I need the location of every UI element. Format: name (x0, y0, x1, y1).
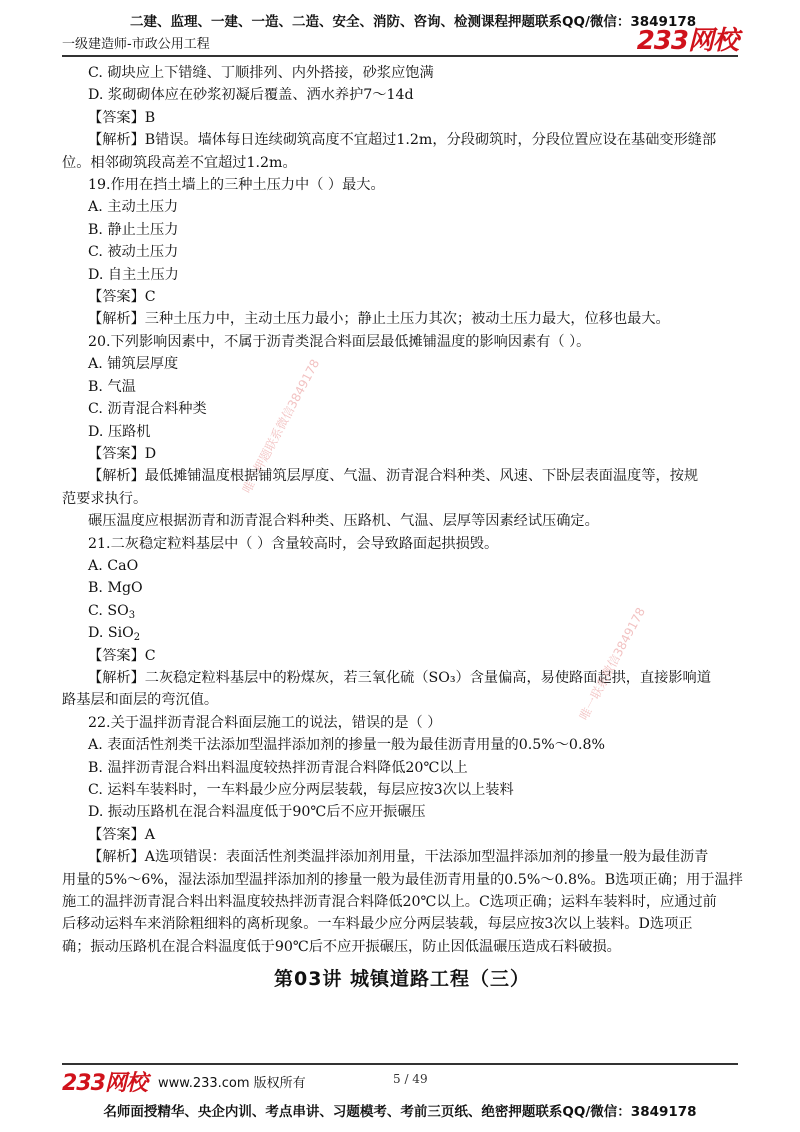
q22-analysis-cont-4: 确；振动压路机在混合料温度低于90℃后不应开振碾压，防止因低温碾压造成石料破损。 (62, 938, 621, 955)
q22-stem: 22.关于温拌沥青混合料面层施工的说法，错误的是（ ） (88, 714, 442, 731)
q22-analysis-cont-2: 施工的温拌沥青混合料出料温度较热拌沥青混合料降低20℃以上。C选项正确；运料车装料时，应通过前 (62, 894, 717, 911)
page-footer (0, 1060, 800, 1132)
q19-stem: 19.作用在挡土墙上的三种土压力中（ ）最大。 (88, 177, 385, 194)
q20-option-d: D. 压路机 (88, 423, 151, 440)
q20-stem: 20.下列影响因素中，不属于沥青类混合料面层最低摊铺温度的影响因素有（ ）。 (88, 333, 591, 350)
q21-option-b: B. MgO (88, 580, 143, 597)
q22-answer: 【答案】A (88, 826, 155, 843)
q18-answer: 【答案】B (88, 109, 156, 126)
footer-copyright: www.233.com 版权所有 (158, 1076, 306, 1091)
q20-option-c: C. 沥青混合料种类 (88, 401, 207, 418)
q22-analysis: 【解析】A选项错误：表面活性剂类温拌添加剂用量，干法添加型温拌添加剂的掺量一般为最佳沥青 (88, 849, 709, 866)
q20-analysis-cont: 范要求执行。 (62, 490, 148, 507)
q21-option-d-sub: 2 (133, 632, 141, 644)
q21-option-a: A. CaO (88, 557, 139, 574)
q21-stem: 21.二灰稳定粒料基层中（ ）含量较高时，会导致路面起拱损毁。 (88, 535, 499, 552)
q22-option-a: A. 表面活性剂类干法添加型温拌添加剂的掺量一般为最佳沥青用量的0.5%～0.8% (88, 737, 605, 754)
header-subject: 一级建造师-市政公用工程 (62, 37, 210, 52)
q19-option-d: D. 自主土压力 (88, 266, 179, 283)
q22-option-b: B. 温拌沥青混合料出料温度较热拌沥青混合料降低20℃以上 (88, 759, 468, 776)
header-logo: 233网校 (636, 26, 738, 56)
q21-option-c-text: C. SO (88, 602, 129, 619)
q22-option-d: D. 振动压路机在混合料温度低于90℃后不应开振碾压 (88, 804, 426, 821)
q20-analysis: 【解析】最低摊铺温度根据铺筑层厚度、气温、沥青混合料种类、风速、下卧层表面温度等，按规 (88, 468, 699, 485)
q21-answer: 【答案】C (88, 647, 156, 664)
header-promo-text: 二建、监理、一建、一造、二造、安全、消防、咨询、检测课程押题联系QQ/微信：3849178 (130, 14, 697, 30)
q21-analysis-cont: 路基层和面层的弯沉值。 (62, 692, 219, 709)
q20-option-a: A. 铺筑层厚度 (88, 356, 179, 373)
section-title: 第03讲 城镇道路工程（三） (273, 968, 531, 991)
q18-analysis-cont: 位。相邻砌筑段高差不宜超过1.2m。 (62, 154, 297, 171)
watermark-text: 唯一押题联系微信3849178 (239, 356, 323, 496)
footer-promo-text: 名师面授精华、央企内训、考点串讲、习题模考、考前三页纸、绝密押题联系QQ/微信：3849178 (103, 1104, 697, 1120)
q21-analysis: 【解析】二灰稳定粒料基层中的粉煤灰，若三氧化硫（SO₃）含量偏高，易使路面起拱，直接影响道 (88, 669, 711, 686)
q20-answer: 【答案】D (88, 445, 157, 462)
q19-answer: 【答案】C (88, 289, 156, 306)
watermark-text: 唯一联系微信3849178 (576, 605, 649, 723)
q20-analysis-extra: 碾压温度应根据沥青和沥青混合料种类、压路机、气温、层厚等因素经试压确定。 (88, 513, 599, 530)
page-header (0, 0, 800, 60)
q21-option-c-sub: 3 (128, 609, 136, 621)
footer-divider (62, 1063, 738, 1065)
document-body (62, 62, 742, 991)
q21-option-d-text: D. SiO (88, 625, 134, 642)
header-divider (62, 55, 738, 57)
q19-analysis: 【解析】三种土压力中，主动土压力最小；静止土压力其次；被动土压力最大，位移也最大。 (88, 311, 670, 328)
q18-analysis: 【解析】B错误。墙体每日连续砌筑高度不宜超过1.2m，分段砌筑时，分段位置应设在基础变形缝部 (88, 132, 717, 149)
q18-option-c: C. 砌块应上下错缝、丁顺排列、内外搭接，砂浆应饱满 (88, 65, 434, 81)
page-number: 5 / 49 (393, 1072, 428, 1086)
q22-analysis-cont-3: 后移动运料车来消除粗细料的离析现象。一车料最少应分两层装载，每层应按3次以上装料。D选项正 (62, 916, 693, 933)
q19-option-b: B. 静止土压力 (88, 221, 179, 238)
q22-analysis-cont-1: 用量的5%～6%，湿法添加型温拌添加剂的掺量一般为最佳沥青用量的0.5%～0.8%。B选项正确；用于温拌 (62, 871, 743, 888)
q18-option-d: D. 浆砌砌体应在砂浆初凝后覆盖、洒水养护7～14d (88, 87, 414, 104)
q20-option-b: B. 气温 (88, 378, 136, 395)
q19-option-c: C. 被动土压力 (88, 244, 179, 261)
q22-option-c: C. 运料车装料时，一车料最少应分两层装载，每层应按3次以上装料 (88, 782, 514, 798)
q19-option-a: A. 主动土压力 (88, 199, 179, 216)
footer-logo: 233网校 (62, 1071, 147, 1096)
